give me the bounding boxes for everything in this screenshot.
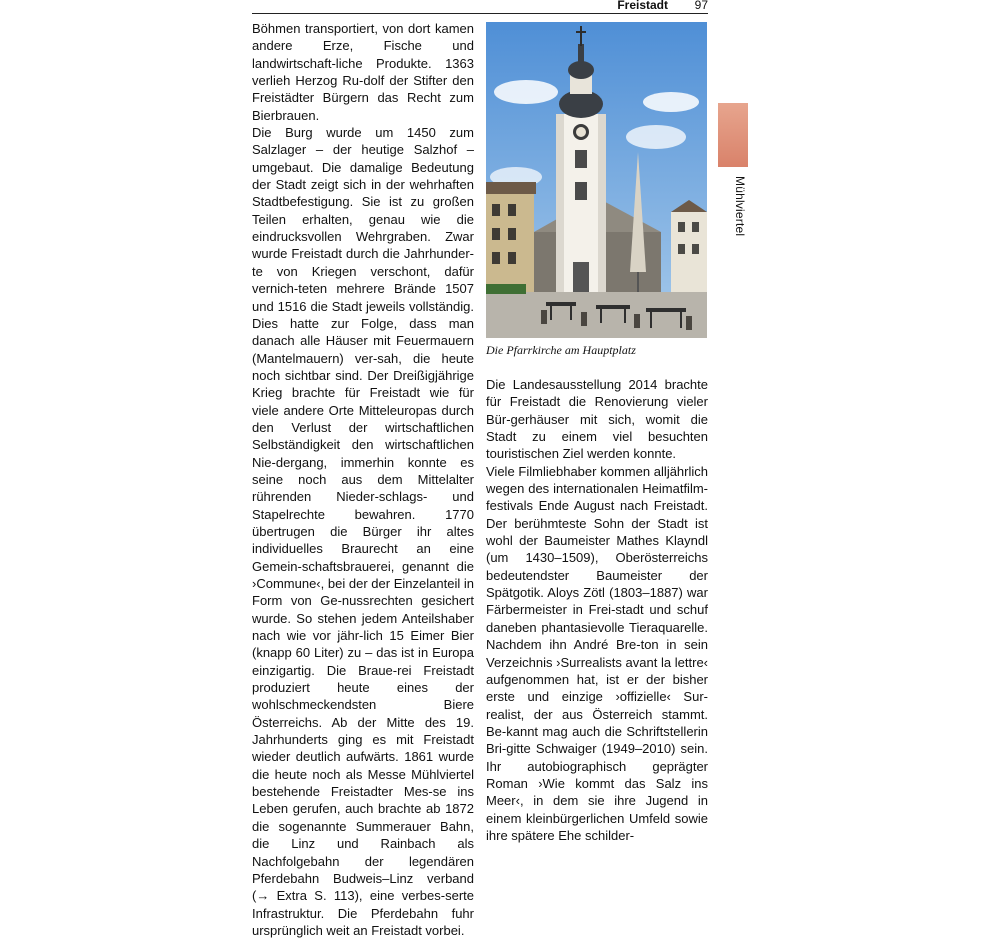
left-text-column [252, 20, 474, 939]
running-header-title: Freistadt [617, 0, 668, 12]
photo-caption: Die Pfarrkirche am Hauptplatz [486, 343, 636, 357]
page-number: 97 [694, 0, 708, 12]
church-photo-illustration [486, 22, 707, 338]
paragraph: Böhmen transportiert, von dort kamen andere Erze, Fische und landwirtschaft-liche Produkte. 1363 verlieh Herzog Ru-dolf der Stifter den Freistädter Bürgern das Recht zum Bierbrauen. [252, 21, 474, 123]
paragraph: Die Burg wurde um 1450 zum Salzlager – der heutige Salzhof – umgebaut. Die damalige Bedeutung der Stadt zeigt sich in der wehrhaften Stadtbefestigung. Sie ist zu großen Teilen erhalten, genau wie die eindrucksvollen Wehrgraben. Zwar wurde Freistadt durch die Jahrhunder-te von Kriegen verschont, dafür vernich-teten mehrere Brände 1507 und 1516 die Stadt jeweils vollständig. Dies hatte zur Folge, dass man danach alle Häuser mit Feuermauern (Mantelmauern) ver-sah, die heute noch sichtbar sind. Der Dreißigjährige Krieg brachte für Freistadt wie für viele andere Orte Mitteleuropas durch den Verlust der wirtschaftlichen Selbständigkeit den wirtschaftlichen Nie-dergang, immerhin konnte es seine noch aus dem Mittelalter rührenden Nieder-schlags- und Stapelrechte bewahren. 1770 übertrugen die Bürger ihr altes individuelles Braurecht an eine Gemein-schaftsbrauerei, genannt die ›Commune‹, bei der der Einzelanteil in Form von Ge-nussrechten gesichert wurde. So stehen jedem Anteilshaber nach wie vor jähr-lich 15 Eimer Bier (knapp 60 Liter) zu – das ist in Europa einzigartig. Die Braue-rei Freistadt produziert heute eines der wohlschmeckendsten Biere Österreichs. Ab der Mitte des 19. Jahrhunderts ging es mit Freistadt wieder deutlich aufwärts. 1861 wurde die heute noch als Messe Mühlviertel bestehende Freistadter Mes-se ins Leben gerufen, auch brachte ab 1872 die sogenannte Summerauer Bahn, die Linz und Rainbach als Nachfolgebahn der legendären Pferdebahn Budweis–Linz verband (→ Extra S. 113), eine verbes-serte Infrastruktur. Die Pferdebahn fuhr ursprünglich weit an Freistadt vorbei. [252, 125, 474, 938]
paragraph: Die Landesausstellung 2014 brachte für Freistadt die Renovierung vieler Bür-gerhäuser mit sich, womit die Stadt zu einem viel besuchten touristischen Ziel werden konnte. [486, 377, 708, 462]
church-tower-photo [486, 22, 707, 338]
section-color-tab [718, 103, 748, 167]
section-label: Mühlviertel [733, 176, 747, 237]
paragraph: Viele Filmliebhaber kommen alljährlich wegen des internationalen Heimatfilm-festivals Ende August nach Freistadt. Der berühmteste Sohn der Stadt ist wohl der Baumeister Mathes Klayndl (um 1430–1509), Oberösterreichs bedeutendster Baumeister der Spätgotik. Aloys Zötl (1803–1887) war Färbermeister in Frei-stadt und schuf daneben phantasievolle Tieraquarelle. Nachdem ihn André Bre-ton in sein Verzeichnis ›Surrealists avant la lettre‹ aufgenommen hat, ist er der bisher erste und einzige ›offizielle‹ Sur-realist, der aus Österreich stammt. Be-kannt mag auch die Schriftstellerin Bri-gitte Schwaiger (1949–2010) sein. Ihr autobiographisch geprägter Roman ›Wie kommt das Salz ins Meer‹, in dem sie ihre Jugend in einem kleinbürgerlichen Umfeld sowie ihre spätere Ehe schilder- [486, 463, 708, 843]
right-text-column [486, 376, 708, 844]
header-rule [252, 13, 708, 14]
